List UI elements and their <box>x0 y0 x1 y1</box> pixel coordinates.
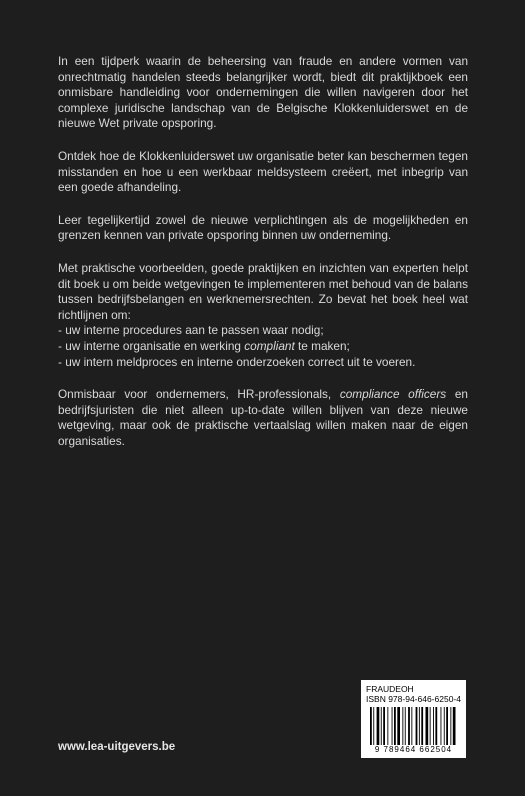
isbn-label: ISBN 978-94-646-6250-4 <box>366 694 461 704</box>
list-item-2-text-b: te maken; <box>294 338 350 353</box>
back-cover-text <box>58 54 468 466</box>
paragraph-4 <box>58 261 468 370</box>
list-item-1: - uw interne procedures aan te passen waar nodig; <box>58 323 324 338</box>
paragraph-2: Ontdek hoe de Klokkenluiderswet uw organisatie beter kan beschermen tegen misstanden en hoe u een werkbaar meldsysteem creëert, met inbegrip van een goede afhandeling. <box>58 148 468 195</box>
list-item-2-emphasis: compliant <box>244 338 295 353</box>
paragraph-5-emphasis: compliance officers <box>339 387 447 402</box>
paragraph-1: In een tijdperk waarin de beheersing van fraude en andere vormen van onrechtmatig handelen steeds belangrijker wordt, biedt dit praktijkboek een onmisbare handleiding voor ondernemingen die willen navigeren door het complexe juridische landschap van de Belgische Klokkenluiderswet en de nieuwe Wet private opsporing. <box>58 54 468 131</box>
paragraph-4-intro: Met praktische voorbeelden, goede praktijken en inzichten van experten helpt dit boek u om beide wetgevingen te implementeren met behoud van de balans tussen bedrijfsbelangen en werknemersrechten. Zo bevat het boek heel wat richtlijnen om: <box>58 260 468 322</box>
product-code: FRAUDEOH <box>366 684 414 694</box>
list-item-2 <box>58 339 468 355</box>
barcode-digits: 9 789464 662504 <box>374 745 453 754</box>
paragraph-5 <box>58 387 468 449</box>
barcode-box <box>361 680 466 758</box>
list-item-2-text-a: - uw interne organisatie en werking <box>58 338 245 353</box>
list-item-3: - uw intern meldproces en interne onderzoeken correct uit te voeren. <box>58 354 416 369</box>
publisher-website: www.lea-uitgevers.be <box>58 741 176 753</box>
paragraph-3: Leer tegelijkertijd zowel de nieuwe verplichtingen als de mogelijkheden en grenzen kennen van private opsporing binnen uw onderneming. <box>58 212 468 243</box>
paragraph-5-text-a: Onmisbaar voor ondernemers, HR-professionals, <box>58 387 340 402</box>
paragraph-5-text-b: en bedrijfsjuristen die niet alleen up-to-date willen blijven van deze nieuwe wetgeving, maar ook de praktische vertaalslag willen maken naar de eigen organisaties. <box>58 387 468 448</box>
barcode-icon <box>370 707 462 745</box>
